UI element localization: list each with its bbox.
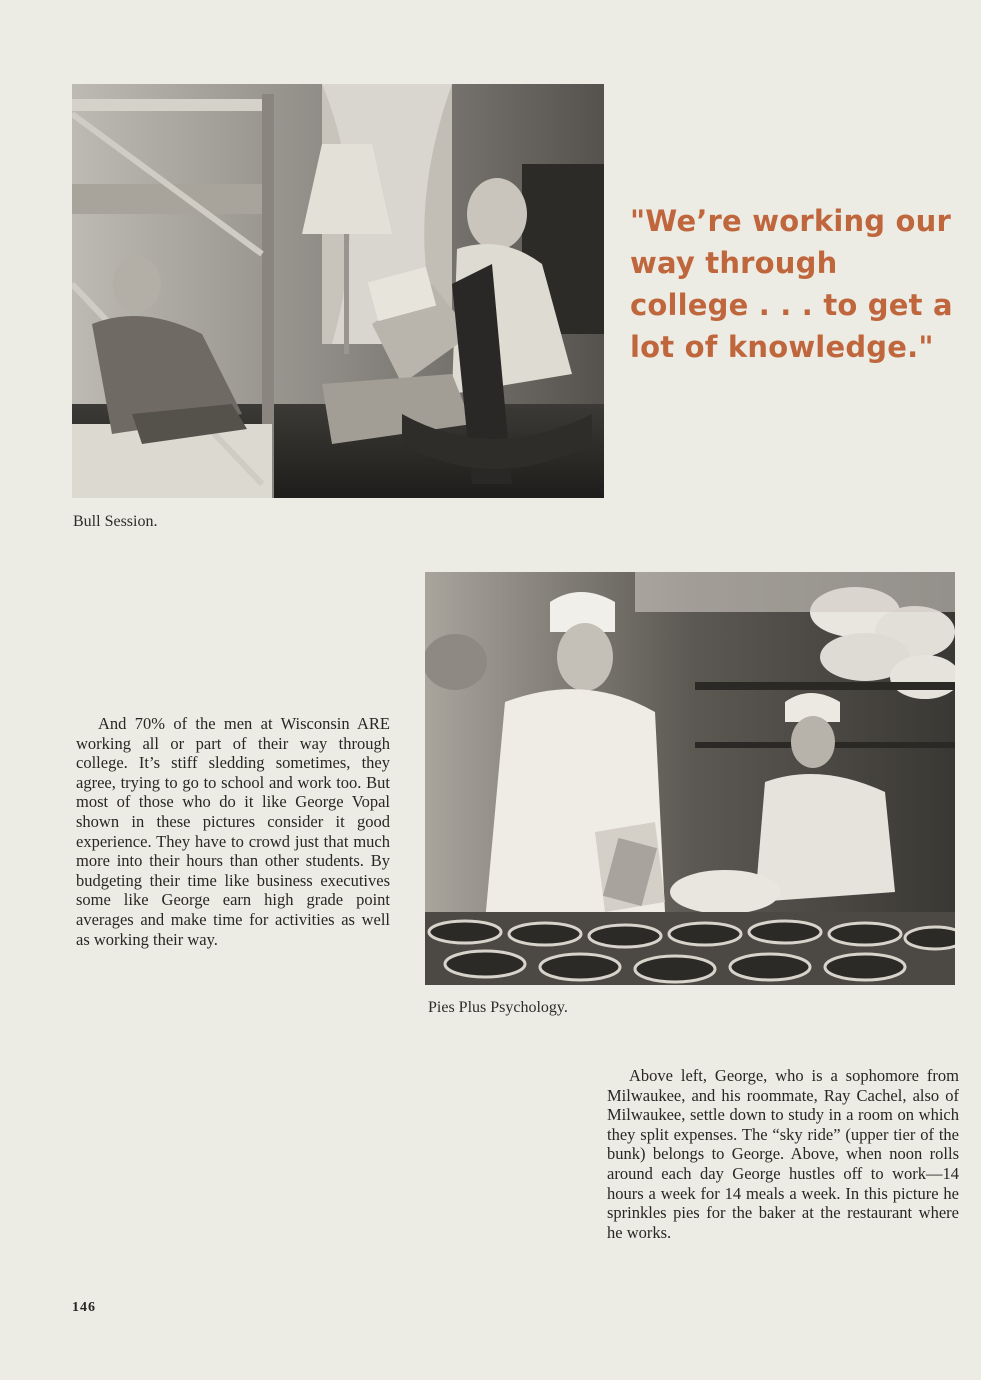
pies-photo — [425, 572, 955, 985]
body-paragraph: And 70% of the men at Wisconsin ARE working all or part of their way through college. It’s stiff sledding sometimes, they agree, trying to go to school and work too. But most of those who do it like George Vopal shown in these pictures consider it good experience. They have to crowd just that much more into their hours than other students. By budgeting their time like business executives some like George earn high grade point averages and make time for activities as well as working their way. — [76, 714, 390, 949]
pull-quote: "We’re working our way through college . . . to get a lot of knowledge." — [630, 204, 953, 364]
bull-session-photo — [72, 84, 604, 498]
pies-image — [425, 572, 955, 985]
page-number: 146 — [72, 1300, 96, 1315]
photo-caption: Pies Plus Psychology. — [428, 999, 568, 1016]
bull-session-image — [72, 84, 604, 498]
body-paragraph: Above left, George, who is a sophomore from Milwaukee, and his roommate, Ray Cachel, also of Milwaukee, settle down to study in a room on which they split expenses. The “sky ride” (upper tier of the bunk) belongs to George. Above, when noon rolls around each day George hustles off to work—14 hours a week for 14 meals a week. In this picture he sprinkles pies for the baker at the restaurant where he works. — [607, 1066, 959, 1242]
photo-caption: Bull Session. — [73, 513, 158, 530]
